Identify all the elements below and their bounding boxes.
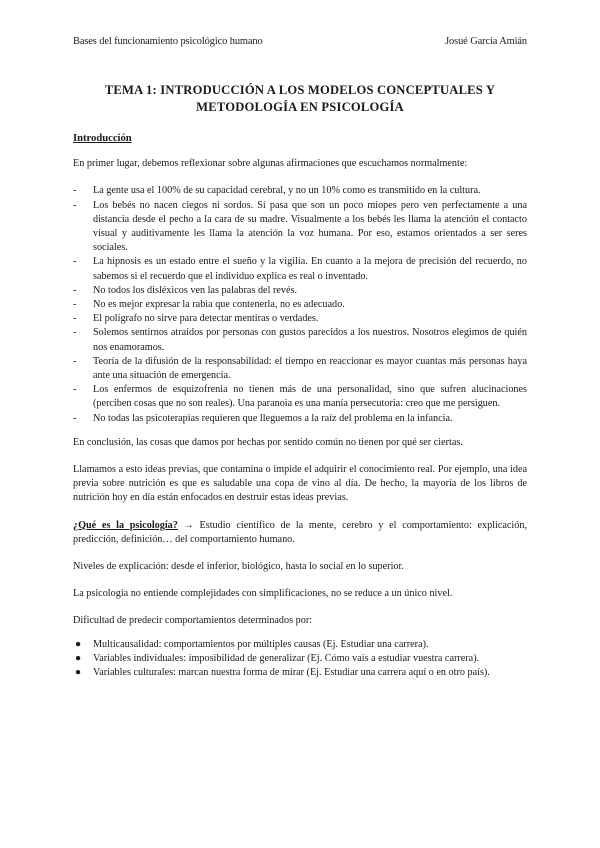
list-item — [73, 383, 527, 411]
section-heading-introduction: Introducción — [73, 133, 132, 144]
list-item — [73, 199, 527, 256]
list-item — [73, 312, 527, 326]
arrow-icon: → — [183, 519, 194, 531]
conclusion-paragraph: En conclusión, las cosas que damos por hechas por sentido común no tienen por qué ser ciertas. — [73, 436, 463, 448]
chapter-title-line-2: METODOLOGÍA EN PSICOLOGÍA — [196, 100, 404, 114]
list-item — [73, 638, 527, 652]
intro-lead-paragraph: En primer lugar, debemos reflexionar sobre algunas afirmaciones que escuchamos normalmente: — [73, 158, 468, 170]
bullet-icon: ● — [75, 667, 82, 679]
list-item-text: La hipnosis es un estado entre el sueño y la vigilia. En cuanto a la mejora de precisión del recuerdo, no sabemos si el recuerdo que el individuo explica es real o inventado. — [93, 256, 527, 282]
header-course-title: Bases del funcionamiento psicológico humano — [73, 36, 263, 47]
levels-paragraph: Niveles de explicación: desde el inferior, biológico, hasta lo social en lo superior. — [73, 561, 404, 573]
document-body — [73, 82, 527, 690]
dash-marker: - — [73, 412, 77, 424]
list-item-text: El polígrafo no sirve para detectar mentiras o verdades. — [93, 313, 319, 325]
list-item-text: Los bebés no nacen ciegos ni sordos. Sí pasa que son un poco miopes pero ven perfectamente a una distancia desde el pecho a la cara de su madre. Visualmente a los bebés les llama la atención el contacto visual y auditivamente les llama la atención la voz humana. Por eso, estamos orientados a ser seres sociales. — [93, 199, 527, 254]
dash-marker: - — [73, 313, 77, 325]
misconceptions-list — [73, 184, 527, 425]
list-item-text: No todos los disléxicos ven las palabras del revés. — [93, 284, 297, 296]
dash-marker: - — [73, 284, 77, 296]
definition-text: Estudio científico de la mente, cerebro y el comportamiento: explicación, predicción, definición… del comportamiento humano. — [73, 519, 528, 545]
list-item — [73, 298, 527, 312]
causes-list — [73, 638, 527, 681]
dash-marker: - — [73, 256, 77, 268]
list-item — [73, 284, 527, 298]
list-item-text: Teoría de la difusión de la responsabilidad: el tiempo en reaccionar es mayor cuantas más personas haya ante una situación de emergencia. — [93, 355, 527, 382]
dash-marker: - — [73, 327, 77, 339]
list-item — [73, 326, 527, 354]
list-item-text: Variables culturales: marcan nuestra forma de mirar (Ej. Estudiar una carrera aquí o en otro país). — [93, 667, 490, 679]
list-item — [73, 412, 527, 426]
list-item — [73, 666, 527, 680]
prior-ideas-paragraph: Llamamos a esto ideas previas, que contamina o impide el adquirir el conocimiento real. Por ejemplo, una idea previa sobre nutrición es que es saludable una copa de vino al día. De hecho, la mayoría de los libros de nutrición hoy en día están enfocados en destruir estas ideas previas. — [73, 464, 527, 504]
header-author: Josué García Amián — [445, 36, 527, 47]
list-item — [73, 255, 527, 283]
list-item — [73, 652, 527, 666]
list-item-text: Solemos sentirnos atraídos por personas con gustos parecidos a los nuestros. Nosotros elegimos de quién nos enamoramos. — [93, 327, 527, 353]
list-item-text: Los enfermos de esquizofrenia no tienen más de una personalidad, sino que sufren alucinaciones (perciben cosas que no son reales). Una paranoia es una manía persecutoria: creo que me persiguen. — [93, 384, 527, 410]
dash-marker: - — [73, 384, 77, 396]
complexity-paragraph: La psicología no entiende complejidades con simplificaciones, no se reduce a un único nivel. — [73, 588, 453, 600]
list-item-text: No es mejor expresar la rabia que contenerla, no es adecuado. — [93, 299, 345, 311]
list-item-text: No todas las psicoterapias requieren que lleguemos a la raíz del problema en la infancia. — [93, 412, 453, 424]
list-item-text: La gente usa el 100% de su capacidad cerebral, y no un 10% como es transmitido en la cultura. — [93, 185, 481, 197]
list-item-text: Multicausalidad: comportamientos por múltiples causas (Ej. Estudiar una carrera). — [93, 638, 429, 650]
definition-paragraph — [73, 519, 527, 547]
chapter-title — [73, 82, 527, 116]
list-item — [73, 355, 527, 383]
list-item-text: Variables individuales: imposibilidad de generalizar (Ej. Cómo vais a estudiar vuestra carrera). — [93, 652, 480, 664]
dash-marker: - — [73, 299, 77, 311]
question-label: ¿Qué es la psicología? — [73, 519, 178, 531]
list-item — [73, 184, 527, 198]
difficulty-paragraph: Dificultad de predecir comportamientos determinados por: — [73, 615, 313, 627]
bullet-icon: ● — [75, 652, 82, 664]
chapter-title-line-1: TEMA 1: INTRODUCCIÓN A LOS MODELOS CONCEPTUALES Y — [104, 83, 496, 97]
dash-marker: - — [73, 355, 77, 367]
dash-marker: - — [73, 199, 77, 211]
page-header — [73, 36, 527, 47]
bullet-icon: ● — [75, 638, 82, 650]
dash-marker: - — [73, 185, 77, 197]
